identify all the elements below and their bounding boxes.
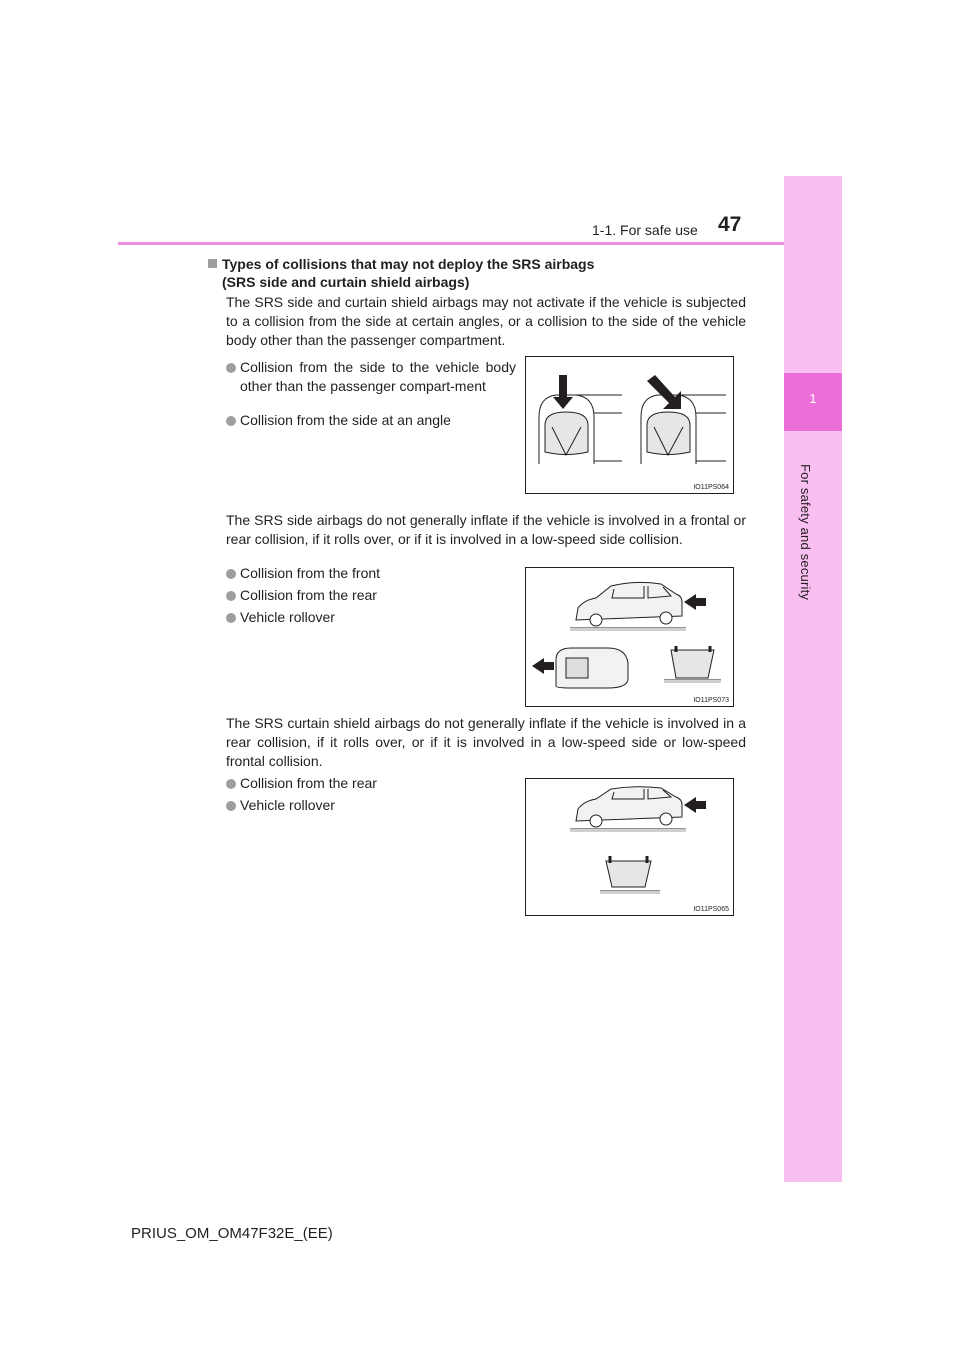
side-airbag-paragraph: The SRS side airbags do not generally inflate if the vehicle is involved in a frontal or rear collision, if it rolls over, or if it is involved in a low-speed side collision.	[226, 512, 746, 547]
bullet-dot-icon	[226, 801, 236, 811]
figure-code: IO11PS073	[693, 697, 729, 704]
bullet-item	[226, 411, 516, 430]
bullet-text: Vehicle rollover	[240, 609, 335, 625]
figure-code: IO11PS064	[693, 484, 729, 491]
bullet-text: Collision from the side to the vehicle body other than the passenger compart-ment	[240, 359, 516, 394]
bullet-dot-icon	[226, 569, 236, 579]
chapter-side-tab	[784, 176, 842, 1182]
bullet-item	[226, 564, 516, 583]
curtain-paragraph: The SRS curtain shield airbags do not generally inflate if the vehicle is involved in a rear collision, if it rolls over, or if it is involved in a low-speed side or low-speed frontal collision.	[226, 715, 746, 769]
figure-code: IO11PS065	[693, 906, 729, 913]
bullet-item	[226, 796, 516, 815]
bullet-dot-icon	[226, 591, 236, 601]
figure-front-rear-rollover	[525, 567, 734, 707]
chapter-title: For safety and security	[798, 464, 813, 601]
bullet-text: Collision from the front	[240, 565, 381, 581]
bullet-dot-icon	[226, 779, 236, 789]
subsection-heading	[208, 255, 594, 291]
heading-square-icon	[208, 259, 217, 268]
bullet-item	[226, 774, 516, 793]
rear-rollover-illustration	[526, 779, 733, 915]
bullet-item	[226, 358, 516, 396]
bullet-item	[226, 586, 516, 605]
heading-line-2: (SRS side and curtain shield airbags)	[222, 274, 470, 290]
document-footer: PRIUS_OM_OM47F32E_(EE)	[131, 1225, 333, 1242]
intro-paragraph: The SRS side and curtain shield airbags may not activate if the vehicle is subjected to a collision from the side at certain angles, or a collision to the side of the vehicle body other than the passenger compartment.	[226, 294, 746, 348]
bullet-text: Collision from the rear	[240, 775, 377, 791]
page-number: 47	[718, 213, 742, 236]
header-divider	[118, 242, 784, 245]
bullet-dot-icon	[226, 613, 236, 623]
section-title: 1-1. For safe use	[592, 222, 698, 238]
chapter-number: 1	[809, 391, 817, 406]
bullet-item	[226, 608, 516, 627]
bullet-dot-icon	[226, 363, 236, 373]
front-rear-rollover-illustration	[526, 568, 733, 706]
bullet-text: Vehicle rollover	[240, 797, 335, 813]
bullet-dot-icon	[226, 416, 236, 426]
bullet-text: Collision from the rear	[240, 587, 377, 603]
figure-rear-rollover	[525, 778, 734, 916]
side-collision-illustration	[526, 357, 733, 493]
chapter-number-box	[784, 373, 842, 431]
figure-side-collision	[525, 356, 734, 494]
bullet-text: Collision from the side at an angle	[240, 412, 451, 428]
heading-line-1: Types of collisions that may not deploy the SRS airbags	[222, 256, 595, 272]
